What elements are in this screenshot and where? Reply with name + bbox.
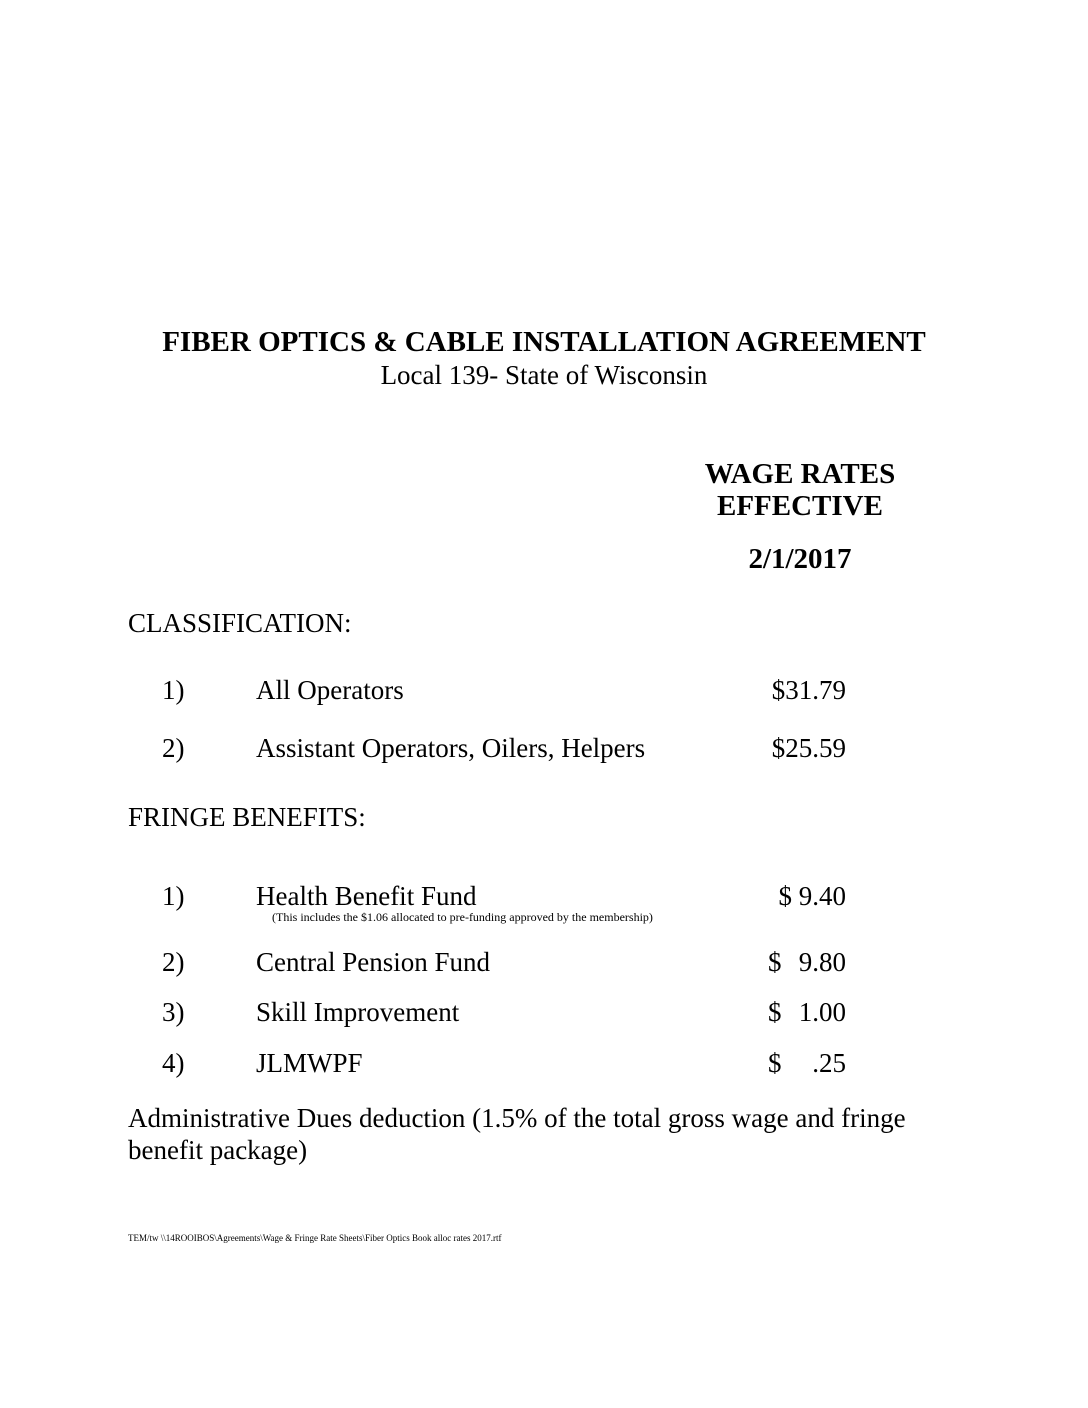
- effective-date: 2/1/2017: [748, 543, 852, 575]
- row-label: Skill Improvement: [256, 997, 460, 1027]
- row-number: 2): [162, 733, 185, 763]
- amount-value: 1.00: [798, 997, 846, 1027]
- row-number: 1): [162, 881, 185, 911]
- row-label: All Operators: [256, 675, 404, 705]
- row-number: 3): [162, 997, 185, 1027]
- classification-heading: CLASSIFICATION:: [128, 608, 352, 638]
- currency-symbol: $: [768, 1048, 782, 1078]
- row-amount: [768, 946, 846, 978]
- effective-heading: EFFECTIVE: [717, 490, 883, 522]
- health-fund-note: (This includes the $1.06 allocated to pre-funding approved by the membership): [272, 910, 653, 924]
- row-amount: $25.59: [771, 733, 846, 763]
- row-label: Health Benefit Fund: [256, 881, 477, 911]
- document-title: FIBER OPTICS & CABLE INSTALLATION AGREEMENT: [162, 326, 926, 358]
- file-path-footer: TEM/tw \\14ROOIBOS\Agreements\Wage & Fringe Rate Sheets\Fiber Optics Book alloc rates 2017.rtf: [128, 1233, 502, 1243]
- row-number: 1): [162, 675, 185, 705]
- amount-value: .25: [812, 1048, 846, 1078]
- row-amount: $ 9.40: [778, 881, 846, 911]
- wage-rates-heading: WAGE RATES: [704, 458, 896, 490]
- row-number: 4): [162, 1048, 185, 1078]
- row-amount: $31.79: [771, 675, 846, 705]
- row-label: Central Pension Fund: [256, 947, 490, 977]
- currency-symbol: $: [768, 947, 782, 977]
- fringe-benefits-heading: FRINGE BENEFITS:: [128, 802, 366, 832]
- amount-value: 9.80: [798, 947, 846, 977]
- administrative-dues-note: Administrative Dues deduction (1.5% of the total gross wage and fringe benefit package): [128, 1103, 906, 1165]
- row-label: JLMWPF: [256, 1048, 363, 1078]
- row-number: 2): [162, 947, 185, 977]
- document-subtitle: Local 139- State of Wisconsin: [380, 360, 708, 390]
- row-amount: [768, 1047, 846, 1079]
- currency-symbol: $: [768, 997, 782, 1027]
- row-label: Assistant Operators, Oilers, Helpers: [256, 733, 646, 763]
- row-amount: [768, 996, 846, 1028]
